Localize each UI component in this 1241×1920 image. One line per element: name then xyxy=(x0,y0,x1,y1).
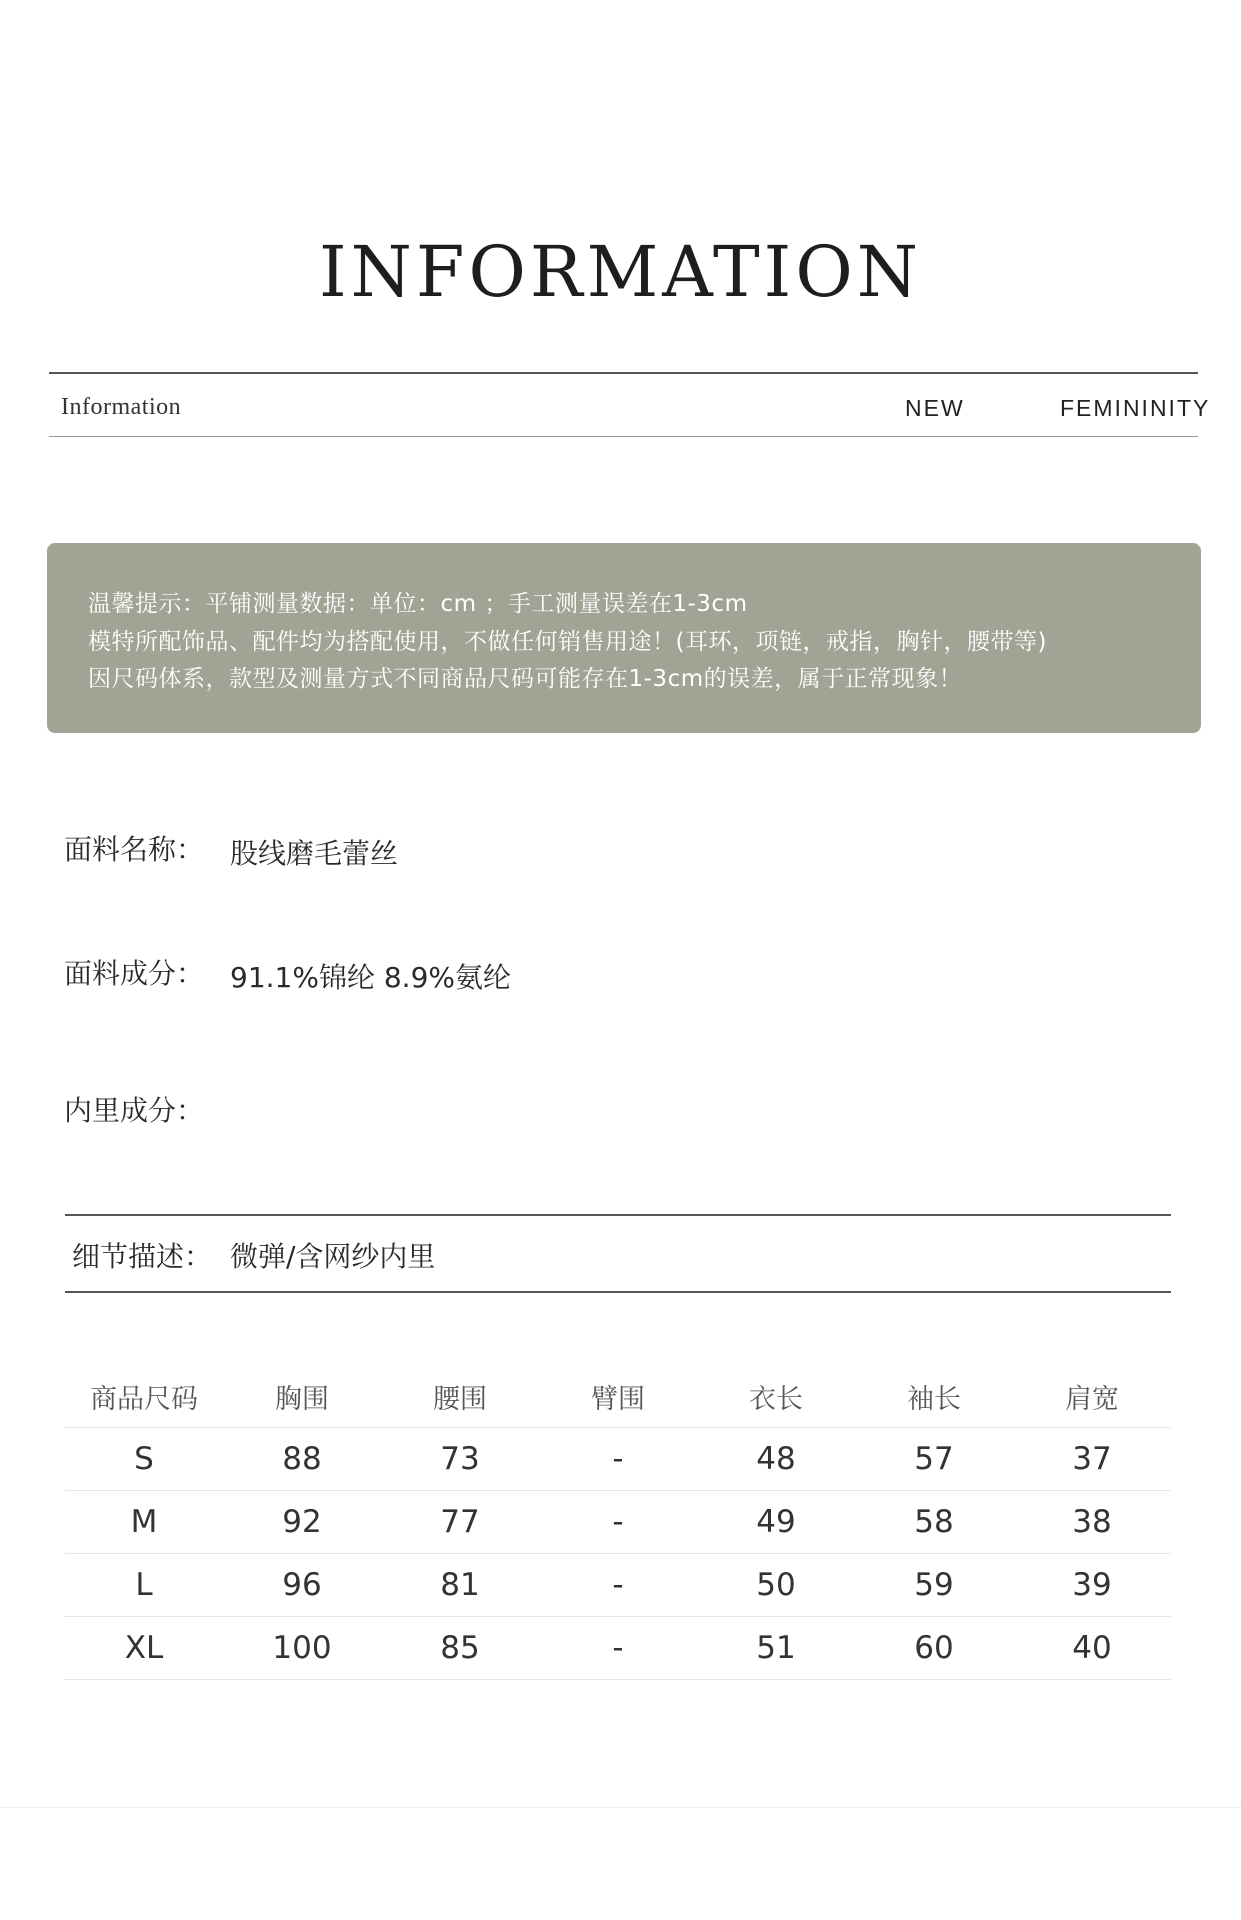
table-cell: 59 xyxy=(914,1567,954,1603)
notice-line: 因尺码体系，款型及测量方式不同商品尺码可能存在1-3cm的误差，属于正常现象！ xyxy=(88,666,963,692)
table-header-cell: 商品尺码 xyxy=(90,1383,198,1415)
table-cell: 37 xyxy=(1072,1441,1112,1477)
table-header-cell: 肩宽 xyxy=(1065,1383,1119,1415)
table-row xyxy=(65,1554,1171,1617)
table-cell: - xyxy=(612,1504,624,1540)
table-cell: 96 xyxy=(282,1567,322,1603)
table-cell: 40 xyxy=(1072,1630,1112,1666)
size-table xyxy=(65,1365,1171,1680)
notice-line: 模特所配饰品、配件均为搭配使用，不做任何销售用途！(耳环，项链，戒指，胸针，腰带等) xyxy=(88,629,1047,655)
table-cell: 73 xyxy=(440,1441,480,1477)
table-cell: 49 xyxy=(756,1504,796,1540)
table-cell: 92 xyxy=(282,1504,322,1540)
table-cell: 100 xyxy=(272,1630,332,1666)
table-cell: 77 xyxy=(440,1504,480,1540)
table-cell: 60 xyxy=(914,1630,954,1666)
table-cell: S xyxy=(134,1441,154,1477)
fabric-name-label: 面料名称： xyxy=(64,833,205,866)
divider xyxy=(65,1291,1171,1293)
table-header-row xyxy=(65,1365,1171,1428)
table-header-cell: 臂围 xyxy=(591,1383,645,1415)
table-header-cell: 腰围 xyxy=(433,1383,487,1415)
table-cell: - xyxy=(612,1441,624,1477)
table-cell: 81 xyxy=(440,1567,480,1603)
lining-label: 内里成分： xyxy=(64,1094,205,1127)
table-header-cell: 胸围 xyxy=(275,1383,329,1415)
composition-value: 91.1%锦纶 8.9%氨纶 xyxy=(230,961,511,994)
table-cell: 57 xyxy=(914,1441,954,1477)
table-row xyxy=(65,1491,1171,1554)
table-cell: - xyxy=(612,1567,624,1603)
fabric-name-value: 股线磨毛蕾丝 xyxy=(230,837,399,870)
divider xyxy=(49,372,1198,374)
table-cell: - xyxy=(612,1630,624,1666)
notice-line: 温馨提示：平铺测量数据：单位：cm ；手工测量误差在1-3cm xyxy=(88,591,748,617)
table-cell: 88 xyxy=(282,1441,322,1477)
new-label: NEW xyxy=(905,395,965,421)
table-cell: L xyxy=(135,1567,153,1603)
table-cell: 58 xyxy=(914,1504,954,1540)
table-cell: XL xyxy=(124,1630,164,1666)
table-row xyxy=(65,1617,1171,1680)
notice-box xyxy=(47,543,1201,733)
divider xyxy=(49,436,1198,437)
table-header-cell: 袖长 xyxy=(907,1383,961,1415)
table-cell: M xyxy=(130,1504,158,1540)
femininity-label: FEMININITY xyxy=(1060,395,1211,421)
table-row xyxy=(65,1428,1171,1491)
divider xyxy=(65,1214,1171,1216)
table-cell: 48 xyxy=(756,1441,796,1477)
info-bar-label: Information xyxy=(61,394,182,420)
divider xyxy=(0,1807,1241,1808)
table-cell: 38 xyxy=(1072,1504,1112,1540)
detail-value: 微弹/含网纱内里 xyxy=(230,1240,436,1273)
table-cell: 39 xyxy=(1072,1567,1112,1603)
table-cell: 85 xyxy=(440,1630,480,1666)
table-cell: 50 xyxy=(756,1567,796,1603)
table-cell: 51 xyxy=(756,1630,796,1666)
composition-label: 面料成分： xyxy=(64,957,205,990)
table-header-cell: 衣长 xyxy=(749,1383,803,1415)
detail-label: 细节描述： xyxy=(72,1240,213,1273)
page-title: INFORMATION xyxy=(319,231,922,313)
